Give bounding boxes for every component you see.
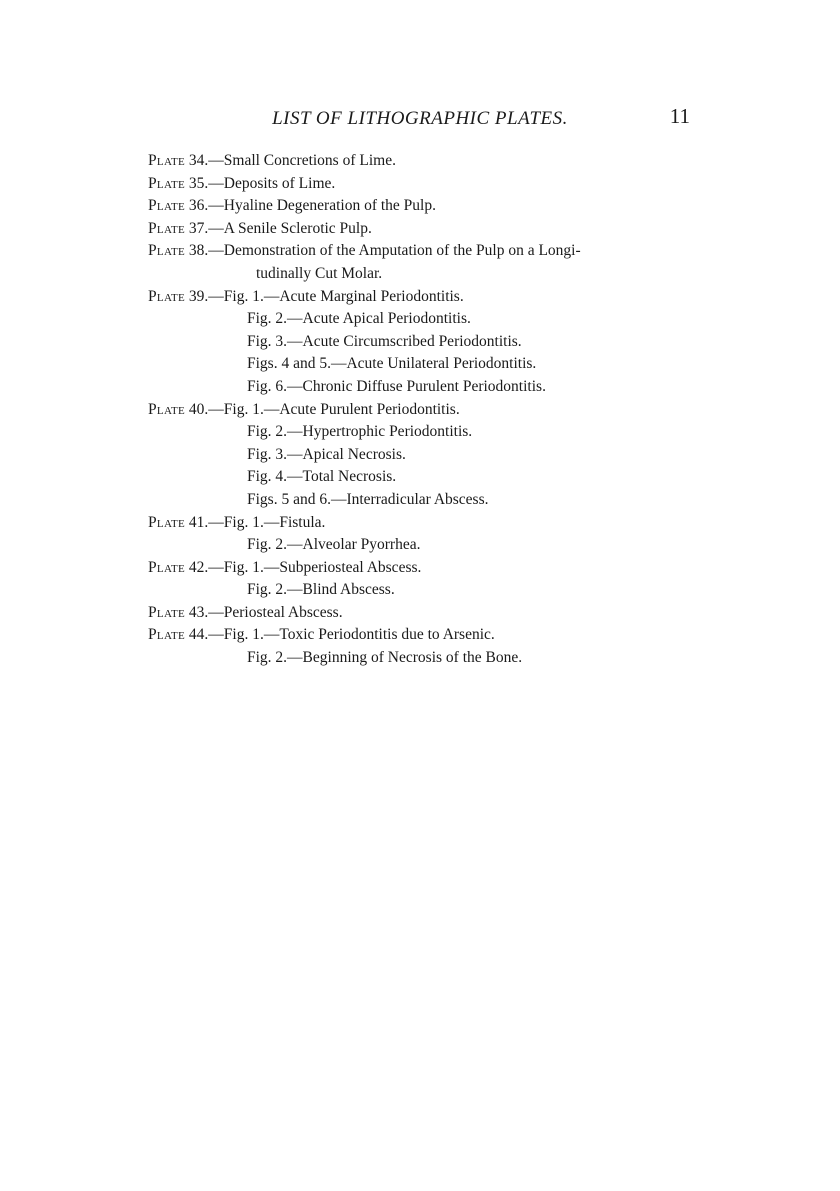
plate-text: 42.—Fig. 1.—Subperiosteal Abscess. (185, 558, 422, 576)
plate-entry (148, 218, 708, 241)
plate-text: 41.—Fig. 1.—Fistula. (185, 513, 326, 531)
figure-entry: Figs. 4 and 5.—Acute Unilateral Periodontitis. (247, 355, 537, 373)
plate-text-continuation: tudinally Cut Molar. (256, 264, 383, 282)
plate-text: 43.—Periosteal Abscess. (185, 603, 343, 621)
plate-text: 40.—Fig. 1.—Acute Purulent Periodontitis. (185, 400, 460, 418)
figure-entry: Fig. 2.—Beginning of Necrosis of the Bone. (247, 649, 523, 667)
plate-text: 37.—A Senile Sclerotic Pulp. (185, 219, 372, 237)
plate-text: 39.—Fig. 1.—Acute Marginal Periodontitis. (185, 287, 464, 305)
figure-entry: Fig. 3.—Acute Circumscribed Periodontitis. (247, 332, 522, 350)
figure-entry: Fig. 6.—Chronic Diffuse Purulent Periodontitis. (247, 377, 546, 395)
plate-entry (148, 240, 708, 263)
figure-entry: Figs. 5 and 6.—Interradicular Abscess. (247, 490, 489, 508)
plate-text: 44.—Fig. 1.—Toxic Periodontitis due to Arsenic. (185, 626, 495, 644)
figure-entry: Fig. 2.—Blind Abscess. (247, 581, 395, 599)
running-head (150, 104, 690, 132)
plate-entry (148, 602, 708, 625)
plate-label: Plate (148, 197, 186, 215)
plate-label: Plate (148, 558, 186, 576)
plate-text: 36.—Hyaline Degeneration of the Pulp. (185, 197, 436, 215)
plate-entry (148, 624, 708, 647)
plate-label: Plate (148, 626, 186, 644)
plate-label: Plate (148, 400, 186, 418)
plate-text: 38.—Demonstration of the Amputation of the Pulp on a Longi- (185, 242, 581, 260)
figure-entry: Fig. 4.—Total Necrosis. (247, 468, 397, 486)
plate-text: 35.—Deposits of Lime. (185, 174, 336, 192)
figure-entry: Fig. 2.—Hypertrophic Periodontitis. (247, 423, 473, 441)
running-title: LIST OF LITHOGRAPHIC PLATES. (272, 108, 568, 129)
figure-entry: Fig. 2.—Alveolar Pyorrhea. (247, 536, 421, 554)
plate-label: Plate (148, 219, 186, 237)
plate-entry (148, 173, 708, 196)
plate-entry (148, 195, 708, 218)
plate-label: Plate (148, 513, 186, 531)
plates-list (148, 150, 708, 670)
plate-label: Plate (148, 603, 186, 621)
plate-entry (148, 512, 708, 535)
plate-label: Plate (148, 287, 186, 305)
figure-entry: Fig. 2.—Acute Apical Periodontitis. (247, 310, 471, 328)
plate-entry (148, 286, 708, 309)
plate-text: 34.—Small Concretions of Lime. (185, 152, 396, 169)
plate-entry (148, 557, 708, 580)
figure-entry: Fig. 3.—Apical Necrosis. (247, 445, 406, 463)
plate-label: Plate (148, 152, 186, 169)
plate-entry (148, 399, 708, 422)
page-number: 11 (669, 104, 690, 128)
plate-entry (148, 150, 708, 173)
plate-label: Plate (148, 242, 186, 260)
plate-label: Plate (148, 174, 186, 192)
